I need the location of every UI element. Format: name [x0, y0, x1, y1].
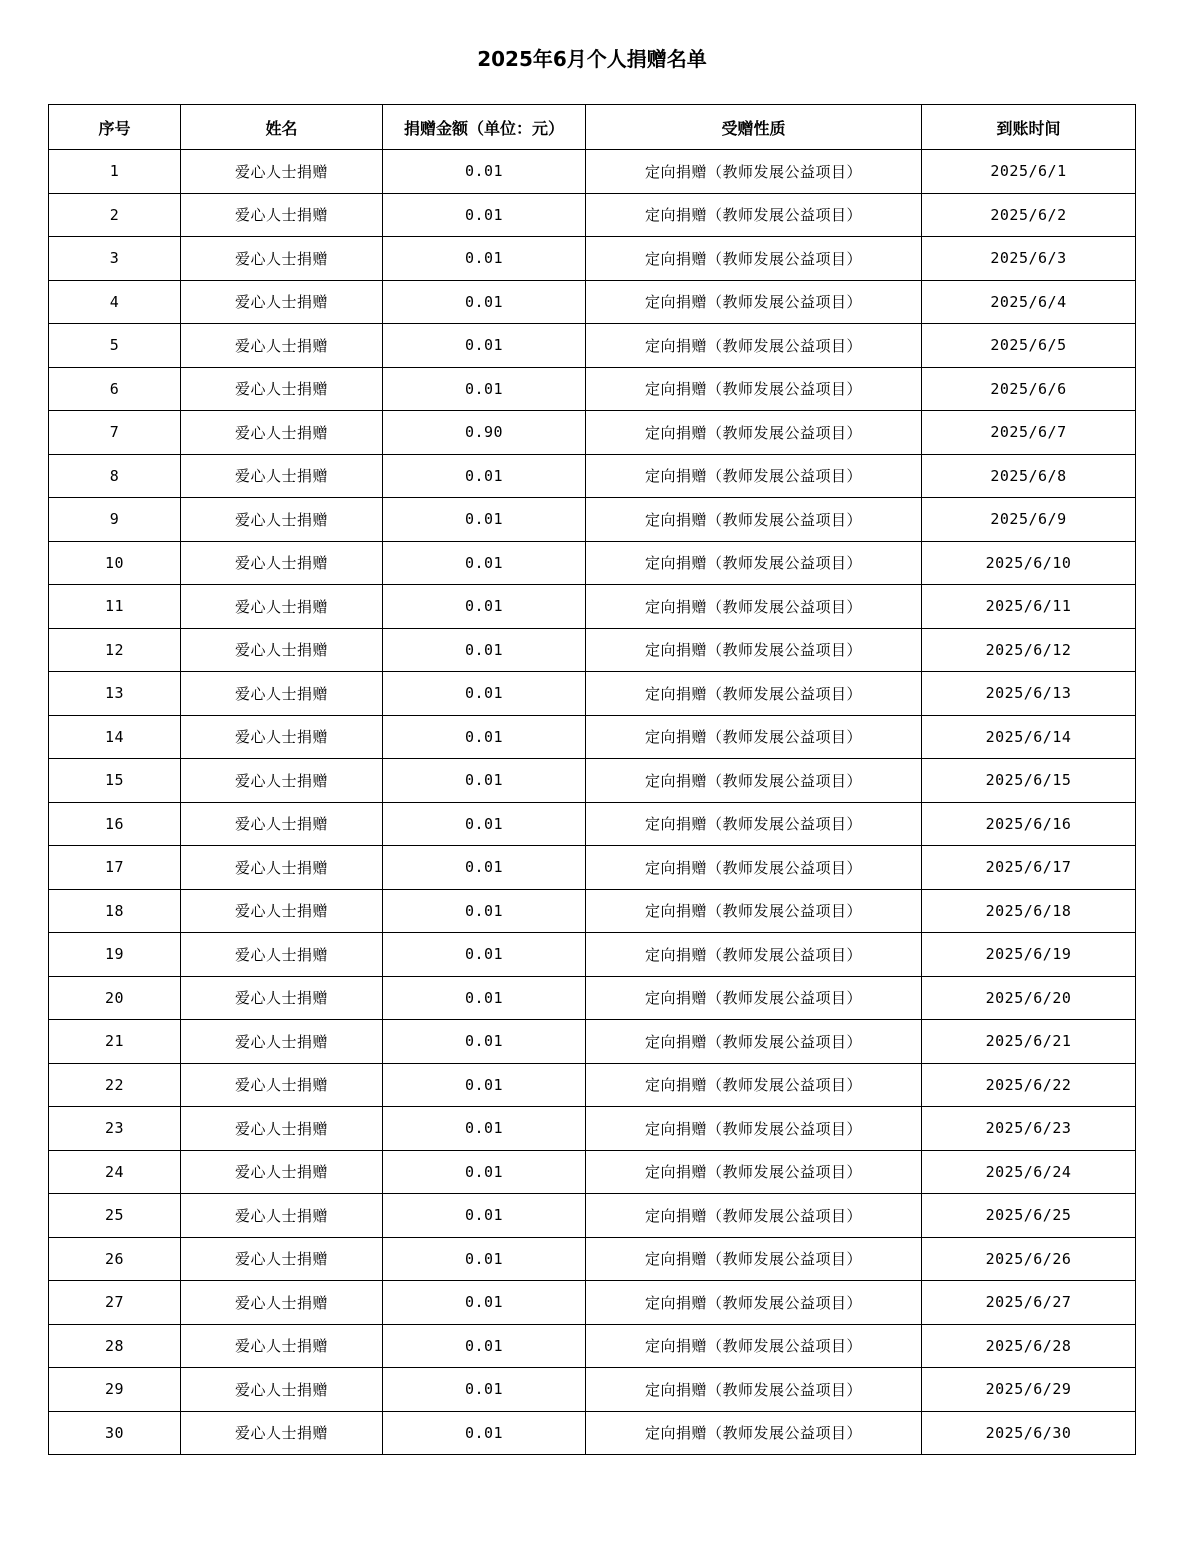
cell-nature: 定向捐赠（教师发展公益项目）: [586, 628, 922, 672]
cell-name: 爱心人士捐赠: [181, 1324, 383, 1368]
cell-amount: 0.01: [383, 1020, 586, 1064]
cell-name: 爱心人士捐赠: [181, 454, 383, 498]
cell-date: 2025/6/13: [922, 672, 1136, 716]
cell-date: 2025/6/19: [922, 933, 1136, 977]
header-nature: 受赠性质: [586, 105, 922, 150]
cell-index: 27: [49, 1281, 181, 1325]
cell-amount: 0.90: [383, 411, 586, 455]
cell-name: 爱心人士捐赠: [181, 237, 383, 281]
cell-name: 爱心人士捐赠: [181, 193, 383, 237]
cell-nature: 定向捐赠（教师发展公益项目）: [586, 411, 922, 455]
table-row: [49, 585, 1136, 629]
cell-amount: 0.01: [383, 367, 586, 411]
cell-index: 12: [49, 628, 181, 672]
header-row: [49, 105, 1136, 150]
cell-amount: 0.01: [383, 1063, 586, 1107]
table-row: [49, 280, 1136, 324]
cell-index: 20: [49, 976, 181, 1020]
page-title: 2025年6月个人捐赠名单: [477, 47, 707, 71]
table-row: [49, 759, 1136, 803]
cell-name: 爱心人士捐赠: [181, 280, 383, 324]
table-row: [49, 889, 1136, 933]
cell-name: 爱心人士捐赠: [181, 802, 383, 846]
cell-date: 2025/6/17: [922, 846, 1136, 890]
cell-amount: 0.01: [383, 193, 586, 237]
cell-date: 2025/6/28: [922, 1324, 1136, 1368]
cell-amount: 0.01: [383, 454, 586, 498]
cell-date: 2025/6/14: [922, 715, 1136, 759]
cell-nature: 定向捐赠（教师发展公益项目）: [586, 324, 922, 368]
table-row: [49, 454, 1136, 498]
cell-date: 2025/6/8: [922, 454, 1136, 498]
cell-index: 15: [49, 759, 181, 803]
cell-name: 爱心人士捐赠: [181, 541, 383, 585]
table-header: [49, 105, 1136, 150]
cell-name: 爱心人士捐赠: [181, 498, 383, 542]
cell-name: 爱心人士捐赠: [181, 889, 383, 933]
cell-amount: 0.01: [383, 1107, 586, 1151]
cell-date: 2025/6/24: [922, 1150, 1136, 1194]
cell-index: 4: [49, 280, 181, 324]
table-row: [49, 1368, 1136, 1412]
cell-amount: 0.01: [383, 150, 586, 194]
table-row: [49, 976, 1136, 1020]
header-date: 到账时间: [922, 105, 1136, 150]
table-row: [49, 715, 1136, 759]
cell-index: 8: [49, 454, 181, 498]
cell-date: 2025/6/6: [922, 367, 1136, 411]
cell-name: 爱心人士捐赠: [181, 1150, 383, 1194]
cell-name: 爱心人士捐赠: [181, 715, 383, 759]
table-row: [49, 1281, 1136, 1325]
cell-index: 30: [49, 1411, 181, 1455]
cell-nature: 定向捐赠（教师发展公益项目）: [586, 976, 922, 1020]
cell-name: 爱心人士捐赠: [181, 150, 383, 194]
cell-nature: 定向捐赠（教师发展公益项目）: [586, 367, 922, 411]
cell-nature: 定向捐赠（教师发展公益项目）: [586, 1020, 922, 1064]
cell-amount: 0.01: [383, 1368, 586, 1412]
table-body: [49, 150, 1136, 1455]
header-index: 序号: [49, 105, 181, 150]
cell-name: 爱心人士捐赠: [181, 1063, 383, 1107]
cell-index: 11: [49, 585, 181, 629]
cell-date: 2025/6/29: [922, 1368, 1136, 1412]
cell-index: 16: [49, 802, 181, 846]
cell-index: 28: [49, 1324, 181, 1368]
cell-date: 2025/6/15: [922, 759, 1136, 803]
cell-nature: 定向捐赠（教师发展公益项目）: [586, 1194, 922, 1238]
cell-nature: 定向捐赠（教师发展公益项目）: [586, 1324, 922, 1368]
cell-name: 爱心人士捐赠: [181, 367, 383, 411]
cell-index: 19: [49, 933, 181, 977]
cell-nature: 定向捐赠（教师发展公益项目）: [586, 672, 922, 716]
table-row: [49, 1411, 1136, 1455]
cell-index: 25: [49, 1194, 181, 1238]
cell-nature: 定向捐赠（教师发展公益项目）: [586, 585, 922, 629]
cell-name: 爱心人士捐赠: [181, 1411, 383, 1455]
cell-name: 爱心人士捐赠: [181, 324, 383, 368]
cell-name: 爱心人士捐赠: [181, 1237, 383, 1281]
cell-date: 2025/6/9: [922, 498, 1136, 542]
cell-nature: 定向捐赠（教师发展公益项目）: [586, 1107, 922, 1151]
cell-name: 爱心人士捐赠: [181, 1281, 383, 1325]
cell-index: 18: [49, 889, 181, 933]
table-row: [49, 672, 1136, 716]
cell-amount: 0.01: [383, 324, 586, 368]
cell-date: 2025/6/20: [922, 976, 1136, 1020]
cell-date: 2025/6/30: [922, 1411, 1136, 1455]
cell-name: 爱心人士捐赠: [181, 976, 383, 1020]
cell-date: 2025/6/16: [922, 802, 1136, 846]
cell-date: 2025/6/7: [922, 411, 1136, 455]
table-row: [49, 802, 1136, 846]
table-row: [49, 846, 1136, 890]
cell-amount: 0.01: [383, 628, 586, 672]
cell-name: 爱心人士捐赠: [181, 585, 383, 629]
table-row: [49, 541, 1136, 585]
table-row: [49, 237, 1136, 281]
cell-name: 爱心人士捐赠: [181, 1368, 383, 1412]
cell-nature: 定向捐赠（教师发展公益项目）: [586, 759, 922, 803]
cell-date: 2025/6/4: [922, 280, 1136, 324]
cell-date: 2025/6/27: [922, 1281, 1136, 1325]
cell-nature: 定向捐赠（教师发展公益项目）: [586, 237, 922, 281]
cell-index: 29: [49, 1368, 181, 1412]
cell-index: 10: [49, 541, 181, 585]
cell-date: 2025/6/23: [922, 1107, 1136, 1151]
cell-amount: 0.01: [383, 889, 586, 933]
cell-nature: 定向捐赠（教师发展公益项目）: [586, 846, 922, 890]
cell-name: 爱心人士捐赠: [181, 1107, 383, 1151]
cell-date: 2025/6/10: [922, 541, 1136, 585]
cell-amount: 0.01: [383, 1237, 586, 1281]
cell-amount: 0.01: [383, 1281, 586, 1325]
cell-nature: 定向捐赠（教师发展公益项目）: [586, 498, 922, 542]
cell-name: 爱心人士捐赠: [181, 1194, 383, 1238]
table-row: [49, 498, 1136, 542]
table-row: [49, 1194, 1136, 1238]
table-row: [49, 933, 1136, 977]
cell-nature: 定向捐赠（教师发展公益项目）: [586, 150, 922, 194]
cell-amount: 0.01: [383, 933, 586, 977]
cell-index: 24: [49, 1150, 181, 1194]
cell-index: 14: [49, 715, 181, 759]
cell-amount: 0.01: [383, 802, 586, 846]
cell-nature: 定向捐赠（教师发展公益项目）: [586, 541, 922, 585]
cell-name: 爱心人士捐赠: [181, 411, 383, 455]
cell-name: 爱心人士捐赠: [181, 628, 383, 672]
cell-date: 2025/6/21: [922, 1020, 1136, 1064]
cell-date: 2025/6/2: [922, 193, 1136, 237]
cell-date: 2025/6/18: [922, 889, 1136, 933]
cell-amount: 0.01: [383, 672, 586, 716]
cell-amount: 0.01: [383, 1324, 586, 1368]
table-row: [49, 411, 1136, 455]
cell-amount: 0.01: [383, 759, 586, 803]
cell-index: 1: [49, 150, 181, 194]
cell-index: 21: [49, 1020, 181, 1064]
table-row: [49, 1107, 1136, 1151]
cell-nature: 定向捐赠（教师发展公益项目）: [586, 933, 922, 977]
cell-nature: 定向捐赠（教师发展公益项目）: [586, 1411, 922, 1455]
cell-index: 5: [49, 324, 181, 368]
cell-amount: 0.01: [383, 280, 586, 324]
table-row: [49, 1324, 1136, 1368]
cell-date: 2025/6/25: [922, 1194, 1136, 1238]
cell-name: 爱心人士捐赠: [181, 1020, 383, 1064]
table-row: [49, 1020, 1136, 1064]
cell-nature: 定向捐赠（教师发展公益项目）: [586, 1063, 922, 1107]
cell-name: 爱心人士捐赠: [181, 846, 383, 890]
cell-index: 3: [49, 237, 181, 281]
cell-nature: 定向捐赠（教师发展公益项目）: [586, 889, 922, 933]
cell-amount: 0.01: [383, 1194, 586, 1238]
cell-index: 23: [49, 1107, 181, 1151]
cell-index: 26: [49, 1237, 181, 1281]
cell-date: 2025/6/22: [922, 1063, 1136, 1107]
table-row: [49, 628, 1136, 672]
cell-nature: 定向捐赠（教师发展公益项目）: [586, 454, 922, 498]
table-row: [49, 1237, 1136, 1281]
cell-nature: 定向捐赠（教师发展公益项目）: [586, 280, 922, 324]
cell-amount: 0.01: [383, 585, 586, 629]
table-row: [49, 324, 1136, 368]
table-row: [49, 1063, 1136, 1107]
table-row: [49, 367, 1136, 411]
cell-amount: 0.01: [383, 541, 586, 585]
cell-date: 2025/6/12: [922, 628, 1136, 672]
cell-nature: 定向捐赠（教师发展公益项目）: [586, 1237, 922, 1281]
cell-nature: 定向捐赠（教师发展公益项目）: [586, 715, 922, 759]
cell-amount: 0.01: [383, 498, 586, 542]
cell-date: 2025/6/1: [922, 150, 1136, 194]
cell-index: 7: [49, 411, 181, 455]
cell-index: 9: [49, 498, 181, 542]
cell-index: 17: [49, 846, 181, 890]
table-row: [49, 1150, 1136, 1194]
header-amount: 捐赠金额（单位：元）: [383, 105, 586, 150]
cell-name: 爱心人士捐赠: [181, 672, 383, 716]
cell-date: 2025/6/26: [922, 1237, 1136, 1281]
cell-date: 2025/6/3: [922, 237, 1136, 281]
cell-amount: 0.01: [383, 237, 586, 281]
cell-nature: 定向捐赠（教师发展公益项目）: [586, 1368, 922, 1412]
cell-nature: 定向捐赠（教师发展公益项目）: [586, 802, 922, 846]
donation-table: [48, 104, 1136, 1455]
header-name: 姓名: [181, 105, 383, 150]
cell-index: 6: [49, 367, 181, 411]
cell-index: 22: [49, 1063, 181, 1107]
table-row: [49, 150, 1136, 194]
cell-amount: 0.01: [383, 846, 586, 890]
cell-amount: 0.01: [383, 1150, 586, 1194]
cell-index: 2: [49, 193, 181, 237]
cell-nature: 定向捐赠（教师发展公益项目）: [586, 193, 922, 237]
cell-index: 13: [49, 672, 181, 716]
cell-date: 2025/6/11: [922, 585, 1136, 629]
cell-amount: 0.01: [383, 715, 586, 759]
cell-name: 爱心人士捐赠: [181, 759, 383, 803]
cell-amount: 0.01: [383, 1411, 586, 1455]
table-row: [49, 193, 1136, 237]
cell-nature: 定向捐赠（教师发展公益项目）: [586, 1281, 922, 1325]
cell-nature: 定向捐赠（教师发展公益项目）: [586, 1150, 922, 1194]
cell-amount: 0.01: [383, 976, 586, 1020]
cell-date: 2025/6/5: [922, 324, 1136, 368]
cell-name: 爱心人士捐赠: [181, 933, 383, 977]
